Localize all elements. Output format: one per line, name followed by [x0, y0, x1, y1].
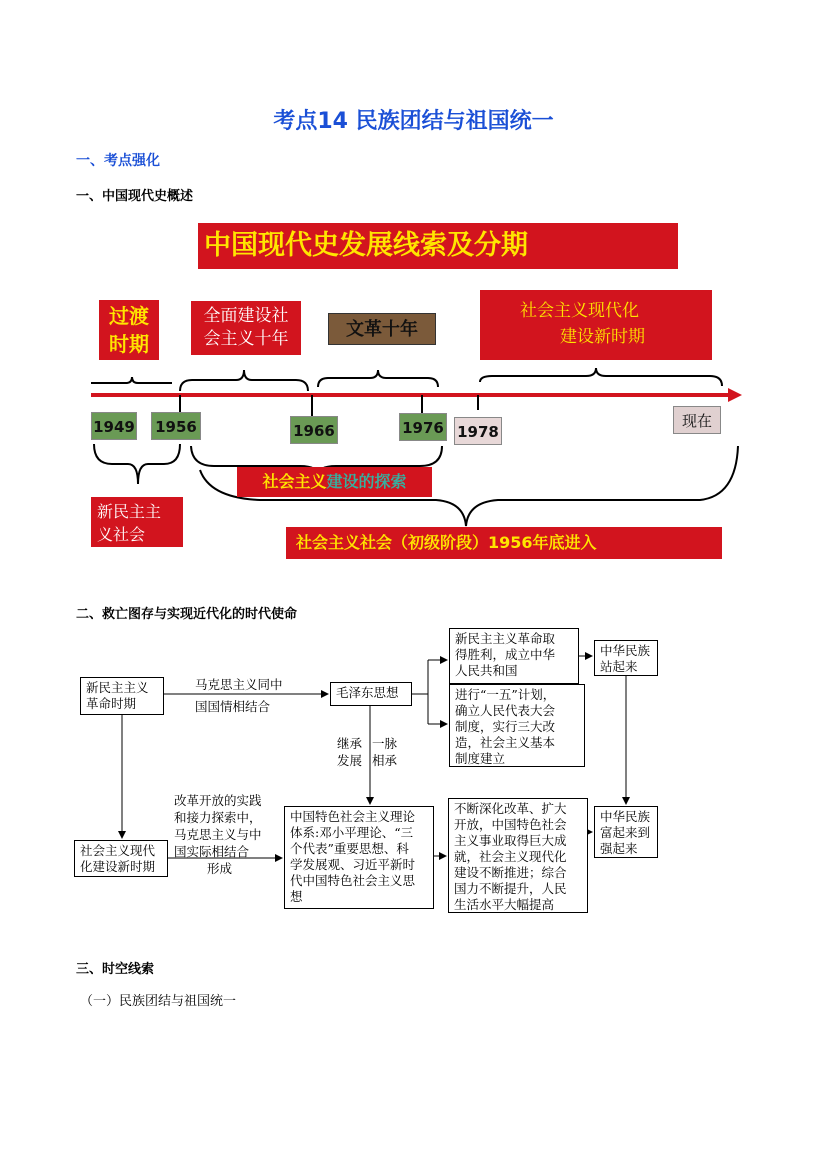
timeline-banner: 中国现代史发展线索及分期 — [198, 223, 678, 269]
box-line: 富起来到 — [600, 825, 651, 840]
label-formed: 形成 — [207, 861, 233, 876]
box-line: 建设不断推进；综合 — [454, 865, 567, 880]
brace-xinminzhu — [94, 444, 180, 484]
box-line: 制度建立 — [455, 751, 506, 766]
section-heading-1: 一、考点强化 — [76, 153, 160, 169]
box-theory-system — [284, 806, 434, 909]
box-line: 得胜利，成立中华 — [455, 647, 556, 662]
exploration-part1: 社会主义 — [262, 472, 327, 491]
box-line: 不断深化改革、扩大 — [454, 801, 567, 816]
box-line: 中华民族 — [600, 643, 651, 658]
label-inherit-develop — [337, 735, 367, 769]
period-full-construction-line2: 会主义十年 — [203, 329, 289, 349]
label-line: 马克思主义与中 — [174, 827, 262, 842]
box-line: 进行“一五”计划， — [455, 687, 556, 702]
exploration-part2: 建设的探索 — [326, 472, 407, 491]
box-line: 国力不断提升，人民 — [454, 881, 567, 896]
box-line: 社会主义现代 — [80, 843, 156, 858]
label-line: 一脉 — [372, 736, 398, 751]
box-new-democratic-revolution — [80, 677, 164, 715]
label-national-conditions: 国国情相结合 — [195, 699, 271, 714]
box-line: 个代表”重要思想、科 — [290, 841, 409, 856]
box-line: 造，社会主义基本 — [455, 735, 556, 750]
box-line: 就，社会主义现代化 — [454, 849, 567, 864]
label-same-lineage — [372, 735, 402, 769]
year-1976: 1976 — [399, 413, 447, 441]
brace-modern — [480, 368, 722, 386]
subsection-heading-overview: 一、中国现代史概述 — [76, 189, 194, 204]
box-line: 主义事业取得巨大成 — [454, 833, 567, 848]
box-prc-founded — [449, 628, 579, 684]
box-line: 确立人民代表大会 — [455, 703, 556, 718]
box-line: 体系:邓小平理论、“三 — [290, 825, 414, 840]
box-rich-and-strong — [594, 806, 658, 858]
box-line: 新民主主义 — [86, 680, 149, 695]
box-line: 学发展观、习近平新时 — [290, 857, 416, 872]
year-1966: 1966 — [290, 416, 338, 444]
label-line: 和接力探索中， — [174, 810, 262, 825]
period-transition — [99, 300, 159, 360]
label-line: 改革开放的实践 — [174, 793, 262, 808]
period-new-democracy-line2: 义社会 — [97, 525, 146, 544]
box-reform-achievements — [448, 798, 588, 913]
period-socialist-society: 社会主义社会（初级阶段）1956年底进入 — [286, 527, 722, 559]
label-line: 发展 — [337, 753, 363, 768]
box-line: 制度，实行三大改 — [455, 719, 556, 734]
period-new-democracy-line1: 新民主主 — [97, 502, 162, 521]
box-line: 人民共和国 — [455, 663, 518, 678]
period-transition-line2: 时期 — [109, 332, 149, 356]
section-heading-2: 二、救亡图存与实现近代化的时代使命 — [76, 607, 298, 622]
period-modernization-line2: 建设新时期 — [560, 327, 645, 347]
section-heading-3: 三、时空线索 — [76, 962, 155, 977]
brace-quanmian — [180, 370, 308, 391]
box-line: 强起来 — [600, 841, 638, 856]
period-new-democracy — [91, 497, 183, 547]
period-full-construction-line1: 全面建设社 — [203, 306, 289, 326]
box-line: 想 — [290, 889, 303, 904]
period-cultural-revolution: 文革十年 — [328, 313, 436, 345]
box-line: 代中国特色社会主义思 — [290, 873, 416, 888]
subsection-heading-unity: （一）民族团结与祖国统一 — [80, 994, 237, 1009]
brace-guodu — [91, 377, 172, 383]
label-line: 相承 — [372, 753, 398, 768]
timeline-arrowhead — [728, 388, 742, 402]
year-now: 现在 — [673, 406, 721, 434]
box-mao-zedong-thought: 毛泽东思想 — [330, 682, 412, 706]
year-1978: 1978 — [454, 417, 502, 445]
box-line: 开放，中国特色社会 — [454, 817, 567, 832]
year-1956: 1956 — [151, 412, 201, 440]
box-line: 化建设新时期 — [80, 859, 156, 874]
period-transition-line1: 过渡 — [109, 304, 149, 328]
box-line: 生活水平大幅提高 — [454, 897, 555, 912]
label-marxism-combined: 马克思主义同中 — [195, 677, 283, 692]
box-line: 革命时期 — [86, 696, 137, 711]
year-1949: 1949 — [91, 412, 137, 440]
label-line: 继承 — [337, 736, 363, 751]
box-socialist-system — [449, 684, 585, 767]
box-line: 新民主主义革命取 — [455, 631, 556, 646]
document-title: 考点14 民族团结与祖国统一 — [273, 109, 554, 134]
box-stood-up — [594, 640, 658, 676]
period-modernization-line1: 社会主义现代化 — [520, 301, 639, 321]
label-line: 国实际相结合 — [174, 844, 250, 859]
period-exploration — [237, 467, 432, 497]
box-modernization-period — [74, 840, 168, 877]
period-full-construction — [191, 301, 301, 355]
period-modernization — [480, 290, 712, 360]
box-line: 站起来 — [600, 659, 638, 674]
label-reform-practice — [174, 792, 284, 860]
box-line: 中国特色社会主义理论 — [290, 809, 416, 824]
brace-wenge — [318, 370, 438, 387]
box-line: 中华民族 — [600, 809, 651, 824]
